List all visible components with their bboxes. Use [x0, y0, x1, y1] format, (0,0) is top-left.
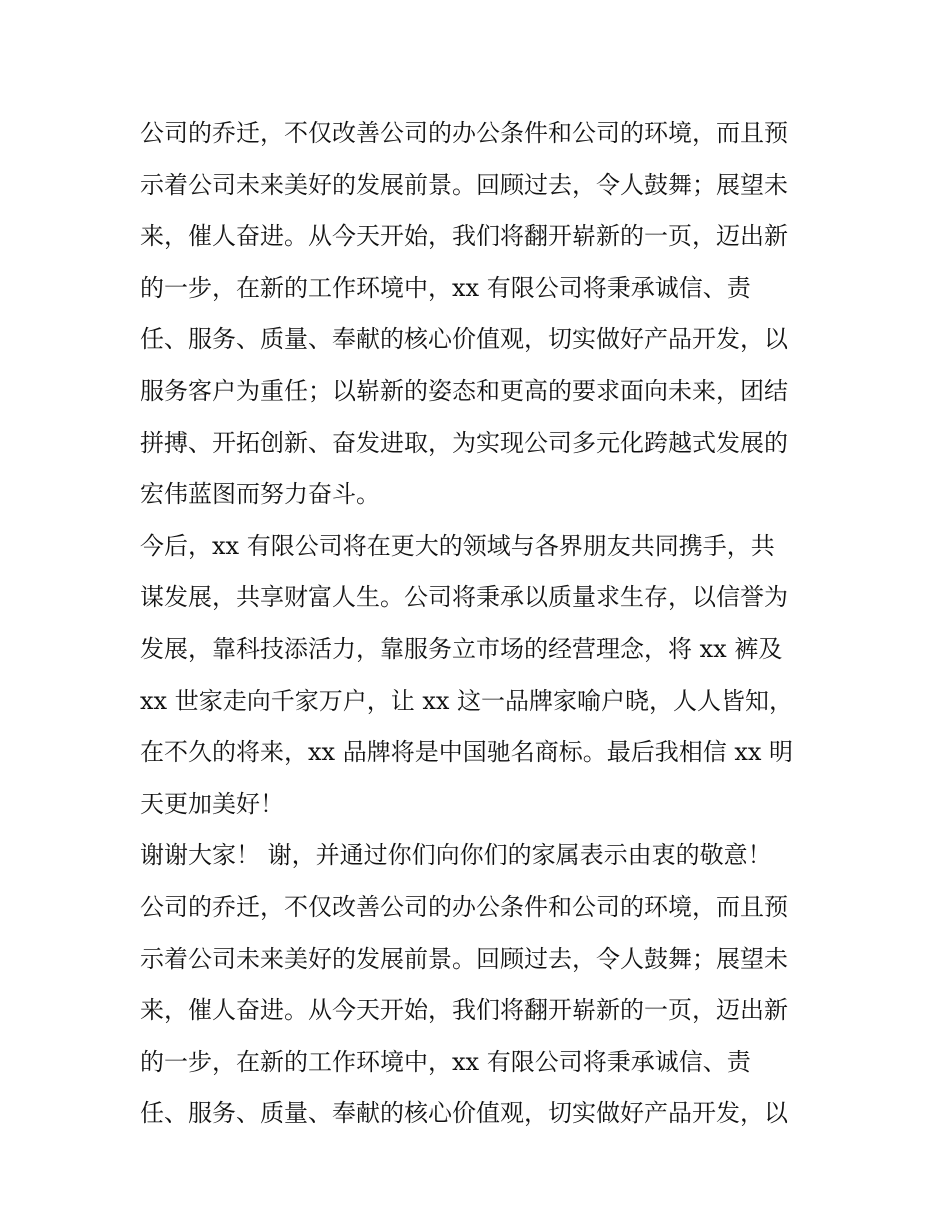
text-line: 发展，靠科技添活力，靠服务立市场的经营理念，将 xx 裤及	[140, 634, 783, 663]
text-line: 的一步，在新的工作环境中，xx 有限公司将秉承诚信、责	[140, 273, 751, 302]
text-line: 任、服务、质量、奉献的核心价值观，切实做好产品开发，以	[140, 325, 788, 354]
text-line: 服务客户为重任；以崭新的姿态和更高的要求面向未来，团结	[140, 376, 788, 405]
text-line: 公司的乔迁，不仅改善公司的办公条件和公司的环境，而且预	[140, 119, 788, 147]
text-line: 拼搏、开拓创新、奋发进取，为实现公司多元化跨越式发展的	[140, 428, 788, 457]
text-line: 的一步，在新的工作环境中，xx 有限公司将秉承诚信、责	[140, 1047, 751, 1076]
text-line: 谋发展，共享财富人生。公司将秉承以质量求生存，以信誉为	[140, 583, 788, 612]
text-line: 示着公司未来美好的发展前景。回顾过去，令人鼓舞；展望未	[140, 944, 788, 973]
text-line: 任、服务、质量、奉献的核心价值观，切实做好产品开发，以	[140, 1099, 788, 1128]
text-line: 今后，xx 有限公司将在更大的领域与各界朋友共同携手，共	[140, 531, 775, 560]
text-line: xx 世家走向千家万户，让 xx 这一品牌家喻户晓，人人皆知，	[140, 686, 794, 715]
text-line: 示着公司未来美好的发展前景。回顾过去，令人鼓舞；展望未	[140, 170, 788, 199]
text-line: 在不久的将来，xx 品牌将是中国驰名商标。最后我相信 xx 明	[140, 738, 794, 767]
document-body	[140, 108, 830, 1140]
text-line: 来，催人奋进。从今天开始，我们将翻开崭新的一页，迈出新	[140, 996, 788, 1025]
text-line: 公司的乔迁，不仅改善公司的办公条件和公司的环境，而且预	[140, 892, 788, 921]
text-line: 谢谢大家！ 谢，并通过你们向你们的家属表示由衷的敬意！	[140, 841, 772, 870]
text-line: 来，催人奋进。从今天开始，我们将翻开崭新的一页，迈出新	[140, 222, 788, 251]
text-line: 宏伟蓝图而努力奋斗。	[140, 480, 380, 509]
text-line: 天更加美好！	[140, 789, 284, 818]
